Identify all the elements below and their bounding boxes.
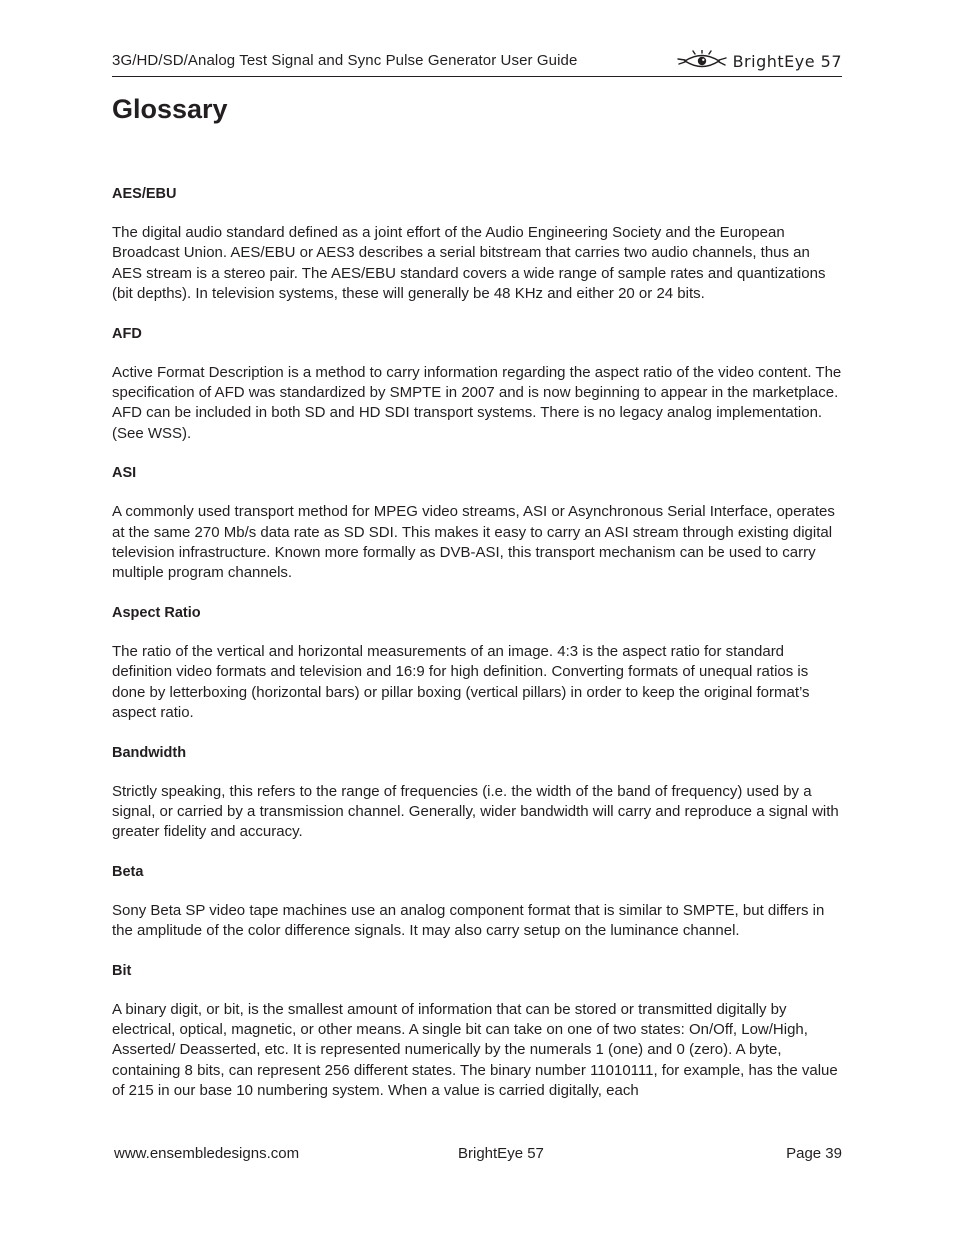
footer-website-link[interactable]: www.ensembledesigns.com — [114, 1145, 300, 1162]
glossary-term: Beta — [112, 863, 144, 880]
glossary-term: ASI — [112, 465, 137, 482]
glossary-definition: The digital audio standard defined as a joint effort of the Audio Engineering Society and the European Broadcast Union. AES/EBU or AES3 describes a serial bitstream that carries two audio channels, thus an AES stream is a stereo pair. The AES/EBU standard covers a wide range of sample rates and quantizations (bit depths). In television systems, these will generally be 48 KHz and either 20 or 24 bits. — [112, 224, 826, 303]
glossary-term: AES/EBU — [112, 186, 177, 202]
glossary-entry — [112, 323, 842, 445]
footer-product-name: BrightEye 57 — [458, 1145, 544, 1162]
glossary-entries — [112, 183, 842, 1120]
glossary-definition: Sony Beta SP video tape machines use an analog component format that is similar to SMPTE, but differs in the amplitude of the color difference signals. It may also carry setup on the luminance channel. — [112, 901, 825, 940]
document-page — [112, 0, 842, 1235]
brand-logo — [677, 48, 842, 74]
glossary-definition: Strictly speaking, this refers to the range of frequencies (i.e. the width of the band of frequency) used by a signal, or carried by a transmission channel. Generally, wider bandwidth will carry and reproduce a signal with greater fidelity and accuracy. — [112, 782, 839, 841]
page-footer — [112, 1145, 842, 1167]
glossary-term: Bit — [112, 962, 132, 979]
glossary-entry — [112, 183, 842, 305]
footer-page-number: Page 39 — [786, 1145, 842, 1162]
glossary-term: Bandwidth — [112, 744, 187, 761]
page-title: Glossary — [112, 94, 228, 124]
glossary-entry — [112, 602, 842, 724]
page-header — [112, 48, 842, 77]
glossary-definition: The ratio of the vertical and horizontal measurements of an image. 4:3 is the aspect ratio for standard definition video formats and television and 16:9 for high definition. Converting formats of unequal ratios is done by letterboxing (horizontal bars) or pillar boxing (vertical pillars) in order to keep the original format’s aspect ratio. — [112, 642, 810, 722]
glossary-definition: A binary digit, or bit, is the smallest amount of information that can be stored or transmitted digitally by electrical, optical, magnetic, or other means. A single bit can take on one of two states: On/Off, Low/High, Asserted/ Deasserted, etc. It is represented numerically by the numerals 1 (one) and 0 (zero). A byte, containing 8 bits, can represent 256 different states. The binary number 11010111, for example, has the value of 215 in our base 10 numbering system. When a value is carried digitally, each — [112, 1000, 838, 1100]
eye-logo-icon — [677, 50, 727, 72]
glossary-definition: A commonly used transport method for MPEG video streams, ASI or Asynchronous Serial Interface, operates at the same 270 Mb/s data rate as SD SDI. This makes it easy to carry an ASI stream through existing digital television infrastructure. Known more formally as DVB-ASI, this transport mechanism can be used to carry multiple program channels. — [112, 503, 835, 582]
glossary-entry — [112, 960, 842, 1102]
glossary-entry — [112, 742, 842, 843]
brand-name: BrightEye 57 — [732, 51, 842, 71]
glossary-term: Aspect Ratio — [112, 604, 201, 621]
glossary-term: AFD — [112, 325, 142, 342]
glossary-entry — [112, 861, 842, 942]
header-title: 3G/HD/SD/Analog Test Signal and Sync Pulse Generator User Guide — [112, 52, 578, 69]
glossary-entry — [112, 462, 842, 584]
glossary-definition: Active Format Description is a method to carry information regarding the aspect ratio of the video content. The specification of AFD was standardized by SMPTE in 2007 and is now beginning to appear in the marketplace. AFD can be included in both SD and HD SDI transport systems. There is no legacy analog implementation. (See WSS). — [112, 363, 842, 442]
